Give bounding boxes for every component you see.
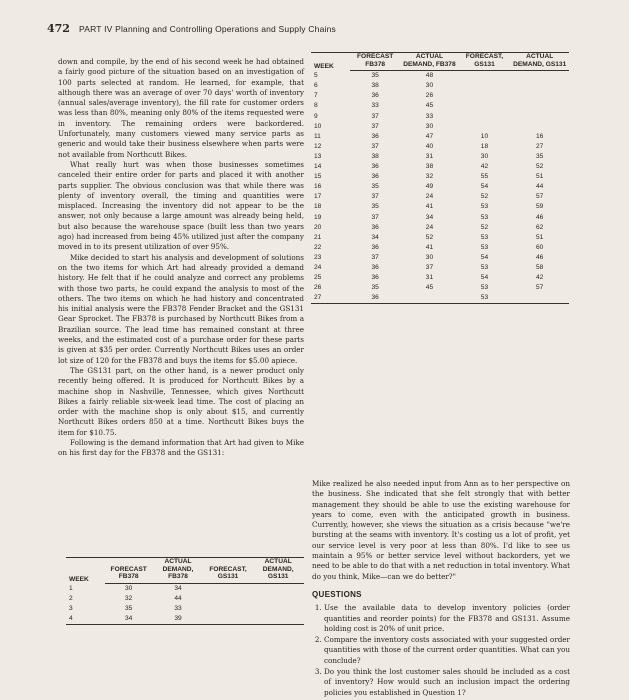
table-cell: 2	[69, 594, 73, 602]
table-cell: 34	[174, 584, 182, 592]
table-cell: 16	[536, 132, 544, 140]
table-cell: 52	[480, 223, 489, 231]
table-cell: 49	[425, 183, 434, 191]
table-cell: 36	[350, 293, 400, 304]
table-row	[311, 112, 569, 122]
table-row	[311, 91, 569, 101]
table-cell: 36	[371, 263, 379, 271]
table-cell	[459, 91, 511, 101]
table-row	[311, 253, 569, 263]
table-cell: 30	[480, 152, 489, 160]
table-cell: 34	[105, 614, 152, 625]
paragraph: Mike realized he also needed input from Ann as to her perspective on the business. She indicated that she felt strongly that with better management they should be able to use the existing warehouse for years to come, even with the anticipated growth in business. Currently, however, she views the situation as a crisis because "we're bursting at the seams with inventory. It's costing us a lot of profit, yet our service level is very poor at less than 80%. I'd like to see us maintain a 95% or better service level without backorders, yet we need to be able to do that with a net reduction in total inventory. What do you think, Mike—can we do better?"	[312, 479, 570, 581]
table-cell: 31	[425, 152, 434, 160]
table-row	[311, 142, 569, 152]
table-cell: 53	[459, 293, 511, 304]
col-header-week: WEEK	[314, 63, 334, 71]
paragraph: What really hurt was when those businesses sometimes canceled their entire order for parts and placed it with another parts supplier. The obvious conclusion was that while there was plenty of inventory overall, the timing and quantities were misplaced. Increasing the inventory did not appear to be the answer, not only because a large amount was already being held, but also because the warehouse space (built less than two years ago) had increased from being 45% utilized just after the company moved in to its present utilization of over 95%.	[58, 159, 304, 252]
table-cell: 35	[371, 203, 379, 211]
table-cell: 53	[480, 233, 489, 241]
table-row	[311, 152, 569, 162]
question-item: 1. Use the available data to develop inventory policies (order quantities and reorder points) for the FB378 and GS131. Assume holding cost is 20% of unit price.	[324, 603, 570, 634]
table-cell: 37	[371, 213, 379, 221]
table-cell: 37	[371, 122, 379, 130]
table-row	[311, 81, 569, 91]
table-cell: 54	[480, 183, 489, 191]
table-row	[311, 122, 569, 132]
table-cell: 24	[425, 223, 434, 231]
table-cell	[252, 594, 304, 604]
table-cell: 1	[69, 584, 73, 592]
table-row	[311, 162, 569, 172]
table-cell	[204, 594, 253, 604]
table-cell: 18	[314, 203, 322, 211]
table-cell	[459, 101, 511, 111]
table-cell	[459, 81, 511, 91]
table-cell: 11	[314, 132, 321, 140]
table-cell: 38	[371, 152, 379, 160]
table-body	[311, 71, 569, 304]
table-cell: 53	[480, 243, 489, 251]
table-cell	[459, 122, 511, 132]
table-cell: 53	[480, 263, 489, 271]
table-row	[311, 182, 569, 192]
table-cell: 46	[536, 253, 544, 261]
table-cell: 36	[371, 92, 379, 100]
table-row	[311, 293, 569, 304]
table-row	[311, 223, 569, 233]
table-cell	[400, 293, 458, 304]
table-cell: 20	[314, 223, 322, 231]
table-cell: 10	[314, 122, 322, 130]
table-cell: 59	[536, 203, 544, 211]
table-cell	[252, 604, 304, 614]
table-cell: 38	[425, 163, 434, 171]
table-row	[311, 283, 569, 293]
table-cell: 32	[425, 173, 434, 181]
table-cell	[510, 91, 569, 101]
table-cell: 26	[314, 284, 322, 292]
table-cell: 38	[371, 82, 379, 90]
table-cell: 15	[314, 173, 322, 181]
col-header-forecast-gs131: FORECAST, GS131	[465, 53, 504, 68]
table-cell	[204, 583, 253, 594]
table-cell: 34	[425, 213, 434, 221]
table-row	[311, 273, 569, 283]
table-cell: 54	[480, 253, 489, 261]
table-cell: 31	[425, 274, 434, 282]
table-cell: 7	[314, 92, 318, 100]
table-cell: 45	[425, 284, 434, 292]
page-number: 472	[47, 22, 70, 35]
table-row	[311, 213, 569, 223]
table-cell: 51	[536, 233, 544, 241]
table-row	[311, 132, 569, 142]
table-cell: 36	[371, 274, 379, 282]
table-cell: 36	[371, 173, 379, 181]
table-row	[311, 202, 569, 212]
table-cell: 45	[425, 102, 434, 110]
col-header-actual-fb378: ACTUAL DEMAND, FB378	[162, 558, 194, 581]
table-cell: 8	[314, 102, 318, 110]
questions-heading: QUESTIONS	[312, 589, 362, 599]
col-header-actual-gs131: ACTUAL DEMAND, GS131	[262, 558, 294, 581]
table-cell	[510, 71, 569, 82]
table-cell: 57	[536, 284, 544, 292]
table-cell: 33	[371, 102, 379, 110]
table-cell: 37	[371, 112, 379, 120]
table-cell: 35	[536, 152, 544, 160]
table-cell: 30	[425, 122, 434, 130]
table-cell: 27	[536, 142, 544, 150]
table-row	[311, 263, 569, 273]
col-header-actual-fb378: ACTUAL DEMAND, FB378	[403, 53, 456, 68]
paragraph: down and compile, by the end of his second week he had obtained a fairly good picture of the situation based on an investigation of 100 parts selected at random. He learned, for example, that although there was an average of over 70 days' worth of inventory (annual sales/average inventory), the fill rate for customer orders was less than 80%, meaning only 80% of the items requested were in inventory. The remaining orders were backordered. Unfortunately, many customers viewed many service parts as generic and would take their business elsewhere when parts were not available from Northcutt Bikes.	[58, 57, 304, 159]
col-header-week: WEEK	[69, 575, 89, 583]
table-cell	[459, 71, 511, 82]
table-cell: 37	[371, 193, 379, 201]
table-cell: 37	[371, 253, 379, 261]
table-cell	[510, 293, 569, 304]
demand-table-weeks-1-4	[66, 557, 304, 625]
table-cell: 36	[371, 243, 379, 251]
left-text-column	[58, 57, 304, 459]
table-cell: 22	[314, 243, 322, 251]
table-cell: 12	[314, 142, 322, 150]
table-cell	[252, 583, 304, 594]
table-cell: 32	[125, 594, 133, 602]
table-cell: 53	[480, 284, 489, 292]
table-cell: 52	[536, 163, 544, 171]
table-cell: 30	[125, 584, 133, 592]
table-cell	[459, 112, 511, 122]
table-cell: 21	[314, 233, 322, 241]
table-cell: 24	[314, 263, 322, 271]
table-cell: 6	[314, 82, 318, 90]
table-cell: 36	[371, 223, 379, 231]
table-cell: 19	[314, 213, 322, 221]
table-cell: 33	[174, 604, 182, 612]
table-cell: 26	[425, 92, 434, 100]
table-cell: 36	[371, 163, 379, 171]
table-cell: 46	[536, 213, 544, 221]
table-cell	[510, 112, 569, 122]
table-cell: 60	[536, 243, 544, 251]
table-cell: 42	[480, 163, 489, 171]
table-cell: 35	[371, 284, 379, 292]
table-cell	[252, 614, 304, 625]
table-cell: 35	[371, 72, 379, 80]
table-cell: 14	[314, 163, 322, 171]
table-row	[311, 243, 569, 253]
table-cell: 58	[536, 263, 544, 271]
table-cell	[204, 604, 253, 614]
col-header-forecast-fb378: FORECAST FB378	[110, 565, 147, 581]
table-cell: 23	[314, 253, 322, 261]
table-cell: 42	[536, 274, 544, 282]
table-row	[66, 604, 304, 614]
table-cell: 24	[425, 193, 434, 201]
table-cell: 37	[425, 263, 434, 271]
question-item: 2. Compare the inventory costs associated with your suggested order quantities with those of the current order quantities. What can you conclude?	[324, 635, 570, 666]
table-cell: 13	[314, 152, 322, 160]
table-row	[311, 192, 569, 202]
table-cell	[510, 122, 569, 132]
table-body	[66, 583, 304, 624]
table-row	[66, 614, 304, 625]
table-cell: 44	[174, 594, 182, 602]
table-cell: 51	[536, 173, 544, 181]
paragraph: Mike decided to start his analysis and development of solutions on the two items for which Art had already provided a demand history. He felt that if he could analyze and correct any problems with those two parts, he could expand the analysis to most of the others. The two items on which he had history and concentrated his initial analysis were the FB378 Fender Bracket and the GS131 Gear Sprocket. The FB378 is purchased by Northcutt Bikes from a Brazilian source. The lead time has remained constant at three weeks, and the estimated cost of a purchase order for these parts is given at $35 per order. Currently Northcutt Bikes uses an order lot size of 120 for the FB378 and buys the items for $5.00 apiece.	[58, 252, 304, 365]
table-cell: 5	[314, 71, 318, 79]
table-cell: 47	[425, 132, 434, 140]
table-cell: 57	[536, 193, 544, 201]
table-cell	[510, 81, 569, 91]
table-cell: 37	[371, 142, 379, 150]
table-row	[66, 583, 304, 594]
table-cell: 41	[425, 243, 434, 251]
table-cell: 4	[66, 614, 105, 625]
paragraph: The GS131 part, on the other hand, is a newer product only recently being offered. It is produced for Northcutt Bikes by a machine shop in Nashville, Tennessee, which gives Northcutt Bikes a fairly reliable six-week lead time. The cost of placing an order with the machine shop is only about $15, and currently Northcutt Bikes orders 850 at a time. Northcutt Bikes buys the item for $10.75.	[58, 365, 304, 437]
col-header-actual-gs131: ACTUAL DEMAND, GS131	[513, 53, 567, 68]
paragraph: Following is the demand information that Art had given to Mike on his first day for the FB378 and the GS131:	[58, 437, 304, 458]
table-cell: 9	[314, 112, 318, 120]
table-cell: 44	[536, 183, 544, 191]
table-cell: 52	[425, 233, 434, 241]
table-row	[311, 172, 569, 182]
demand-table-weeks-5-27	[311, 52, 569, 304]
table-cell: 62	[536, 223, 544, 231]
table-row	[311, 101, 569, 111]
table-cell: 35	[371, 183, 379, 191]
table-cell	[510, 101, 569, 111]
table-cell	[204, 614, 253, 625]
table-cell: 52	[480, 193, 489, 201]
table-cell: 34	[371, 233, 379, 241]
col-header-forecast-gs131: FORECAST, GS131	[209, 565, 247, 581]
col-header-forecast-fb378: FORECAST FB378	[357, 53, 394, 68]
questions-list	[312, 603, 570, 698]
table-cell: 54	[480, 274, 489, 282]
table-cell: 35	[125, 604, 133, 612]
right-text-column	[312, 479, 570, 699]
table-cell: 41	[425, 203, 434, 211]
table-row	[311, 71, 569, 82]
table-cell: 40	[425, 142, 434, 150]
running-head: PART IV Planning and Controlling Operations and Supply Chains	[79, 24, 336, 34]
table-cell: 25	[314, 274, 322, 282]
table-cell: 30	[425, 253, 434, 261]
table-cell: 53	[480, 213, 489, 221]
table-cell: 17	[314, 193, 322, 201]
table-cell: 33	[425, 112, 434, 120]
table-row	[66, 594, 304, 604]
table-cell: 53	[480, 203, 489, 211]
table-row	[311, 233, 569, 243]
table-cell: 10	[480, 132, 489, 140]
table-cell: 39	[152, 614, 203, 625]
table-cell: 27	[311, 293, 350, 304]
table-cell: 18	[480, 142, 489, 150]
table-cell: 48	[425, 72, 434, 80]
page-header	[47, 22, 336, 35]
table-cell: 36	[371, 132, 379, 140]
table-cell: 55	[480, 173, 489, 181]
table-cell: 16	[314, 183, 322, 191]
question-item: 3. Do you think the lost customer sales should be included as a cost of inventory? How would such an inclusion impact the ordering policies you established in Question 1?	[324, 667, 570, 698]
table-cell: 3	[69, 604, 73, 612]
table-cell: 30	[425, 82, 434, 90]
